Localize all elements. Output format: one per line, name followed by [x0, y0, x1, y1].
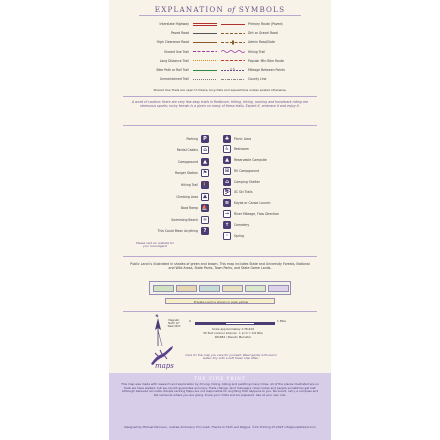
symbol-label: Parking [186, 136, 198, 141]
caution-rule [123, 125, 317, 126]
swimming-icon: ≈ [202, 216, 208, 223]
land-swatch [268, 285, 289, 292]
symbol-legend-row [131, 204, 209, 213]
symbol-label: RV Campground [234, 168, 260, 173]
symbol-legend-row [131, 157, 209, 166]
symbol-legend-row [223, 177, 319, 186]
line-legend-label: Interstate Highway [159, 22, 189, 26]
contour-interval: 50 foot contour interval · 1 inch = 0.6 Mile [203, 331, 263, 335]
reservable-campsite-icon: ▲ [223, 156, 231, 164]
symbol-legend-row [223, 145, 319, 154]
line-legend-row [221, 67, 317, 73]
line-legend-row [221, 21, 317, 27]
line-legend-label: Mileage Between Points [248, 68, 285, 72]
line-swatch [221, 22, 245, 28]
symbol-label: Swimming Beach [171, 217, 198, 222]
line-legend-row [123, 58, 217, 64]
line-legend-label: Admin Road/Gate [248, 40, 276, 45]
land-swatch [245, 285, 266, 292]
line-legend-row [123, 39, 217, 45]
title-rule [139, 15, 301, 16]
map-datum: WGS84 / Pseudo Mercator [214, 335, 252, 339]
kayak-icon: ≋ [224, 200, 230, 207]
declination-note: Magnetic North 12° West 2023 [167, 319, 181, 328]
line-swatch [193, 58, 217, 64]
symbol-label: Spring [234, 233, 244, 238]
line-swatch [221, 77, 245, 83]
line-swatch [193, 22, 217, 28]
line-legend-row [123, 21, 217, 27]
swatch-row [153, 285, 289, 292]
land-swatch [176, 285, 197, 292]
scale-segment-dark [195, 322, 225, 325]
brand-logo [147, 344, 177, 370]
brand-name: maps [155, 362, 174, 370]
scale-bar [191, 321, 287, 326]
symbol-legend-row [223, 188, 319, 197]
symbol-legend-row [131, 169, 209, 178]
cemetery-icon: ✝ [224, 221, 230, 228]
symbol-label: Ranger Station [174, 171, 198, 176]
question-icon: ? [201, 227, 209, 235]
scale-segment-end [255, 322, 275, 325]
title-right: SYMBOLS [238, 5, 286, 14]
land-swatch [222, 285, 243, 292]
caution-note: A word of caution: there are very few easy trails in Redbrock. Hiking, biking, running and horseback riding are strenuous sports; rocky terrain is a given on many of these trails. Expect it, embrace it and enjoy it. [131, 100, 309, 108]
line-swatch [193, 31, 217, 37]
line-legend-label: Primary Route (Paved) [248, 22, 283, 26]
compass-north-label: N [155, 314, 159, 318]
symbol-legend-row [223, 166, 319, 175]
line-legend-label: County Line [248, 77, 267, 82]
legend-panel [109, 0, 331, 440]
line-swatch [193, 49, 217, 55]
symbol-label: Kayak or Canoe Launch [234, 201, 271, 206]
symbol-legend-row [223, 199, 319, 208]
symbol-legend-row [131, 215, 209, 224]
land-swatch [199, 285, 220, 292]
shelter-icon: ⌂ [223, 178, 231, 186]
public-land-note: Public Land is illustrated in shades of green and brown. This map includes State and University Forests, National and Wild Areas, State Parks, Town Parks, and State Game Lands. [130, 262, 310, 270]
line-swatch [193, 77, 217, 83]
line-swatch [193, 68, 217, 74]
spring-icon: ◦ [223, 232, 231, 240]
line-legend-label: Popular Mtn Bike Route [248, 58, 284, 63]
line-legend-row [221, 49, 317, 55]
symbol-legend-row [131, 134, 209, 143]
rv-icon: ⊞ [224, 167, 230, 174]
ski-icon: ⛷ [224, 189, 231, 196]
symbol-legend-row [223, 231, 319, 240]
symbol-label: Restroom [234, 147, 249, 152]
symbol-label: Camping Shelter [234, 179, 260, 184]
line-legend-label: High Clearance Road [156, 40, 189, 45]
scale-tick-mile: 1 Mile [277, 319, 286, 323]
symbol-label: Campground [178, 159, 198, 164]
symbol-label: River Mileage, Flow Direction [234, 212, 280, 217]
symbol-label: Rental Cabins [176, 148, 198, 153]
symbol-legend-row [223, 156, 319, 165]
care-note: Care for the map you care for yourself. Wash gently with warm water. Dry with a soft towel. Use often. [185, 353, 277, 361]
symbol-legend-row [131, 146, 209, 155]
symbol-label: XC Ski Trails [234, 190, 253, 195]
symbols-rule [123, 256, 317, 257]
line-swatch [221, 68, 245, 74]
line-legend-row [123, 76, 217, 82]
restroom-icon: ♿ [224, 146, 230, 153]
line-legend-row [221, 30, 317, 36]
line-swatch [221, 49, 245, 55]
line-swatch [221, 40, 245, 46]
hiker-icon: 🚶 [201, 181, 209, 188]
parking-icon: P [201, 135, 209, 143]
private-land-label: Private Land is shown in pale yellow [193, 299, 249, 304]
picnic-icon: ♣ [224, 135, 230, 142]
symbol-label: Cemetery [234, 222, 250, 227]
svg-text:2.5: 2.5 [230, 67, 235, 71]
line-legend-label: Bike Path or Rail Trail [156, 68, 189, 72]
ranger-station-icon: ⚑ [202, 170, 208, 177]
land-rule [123, 311, 317, 312]
legend-title [109, 5, 331, 14]
symbol-label: This Could Mean Anything [157, 229, 198, 234]
title-of: of [227, 5, 236, 14]
line-legend-label: Shared Use Trail [164, 49, 189, 54]
fine-print-heading: THE FINE PRINT [194, 376, 246, 381]
symbol-label: Reservable Campsite [234, 158, 267, 163]
symbol-label: Hiking Trail [180, 182, 198, 187]
campground-icon: ▲ [201, 158, 209, 166]
shared-use-footnote: Shared Use Trails are open to hikers, bicyclists and equestrians unless posted otherwise. [153, 88, 287, 92]
scale-tick-0: 0 [189, 319, 191, 323]
symbol-label: Boat Ramp [180, 206, 198, 211]
symbol-legend-row [131, 227, 209, 236]
line-legend-label: Dirt or Gravel Road [248, 31, 278, 36]
climbing-icon: ⛰ [202, 193, 208, 200]
line-legend-row [123, 49, 217, 55]
symbol-legend-row [131, 180, 209, 189]
fine-print-credit: Designed by Michael Hermann, Andrew Ambrosini, Erin Greb. Thanks to Faith and Wiggus. ©Ink Printing 07-2023 info@purplelizard.com [124, 425, 316, 429]
line-legend-row [221, 39, 317, 45]
fine-print-section [109, 373, 331, 440]
footnote-rule [123, 96, 317, 97]
symbol-legend-row [223, 210, 319, 219]
symbol-legend-row [223, 220, 319, 229]
boat-ramp-icon: ⛵ [201, 205, 209, 212]
private-land-swatch [165, 298, 275, 304]
title-left: EXPLANATION [154, 5, 225, 14]
river-flow-icon: → [224, 211, 230, 218]
line-swatch [221, 58, 245, 64]
line-swatch [193, 40, 217, 46]
cabin-icon: ⌂ [201, 146, 209, 154]
line-legend-row [123, 67, 217, 73]
land-swatch [153, 285, 174, 292]
symbol-label: Picnic Area [234, 136, 251, 141]
public-land-swatches [149, 281, 291, 295]
line-legend-label: Paved Road [170, 31, 189, 36]
line-legend-label: Long Distance Trail [159, 58, 189, 63]
line-swatch [221, 31, 245, 37]
symbol-legend-row [131, 192, 209, 201]
fine-print-body: This map was made with research and exploration by driving, hiking, biking and paddling many miles. All of the places illustrated are on trails we have walked, but we cannot guarantee accuracy. Trails change, land managers close routes and people sometimes get lost. Although believed accurate, People Lacking Maps are not responsible for anything that happens to you. Be smart, carry a compass and tell someone where you are going. Know your limits and be prepared. Use at your own risk. [121, 382, 319, 397]
symbol-legend-row [223, 134, 319, 143]
line-legend-label: Hiking Trail [248, 49, 266, 54]
symbol-label: Climbing Area [176, 194, 198, 199]
line-legend-row [221, 58, 317, 64]
line-legend-row [221, 76, 317, 82]
scale-segment-light [225, 322, 255, 325]
line-legend-label: Unmaintained Trail [159, 77, 189, 82]
line-legend-row [123, 30, 217, 36]
scale-ratio: Scale approximately 1:38,619 [212, 327, 254, 331]
local-legend-note: Please visit our website for your local legend [136, 241, 174, 249]
